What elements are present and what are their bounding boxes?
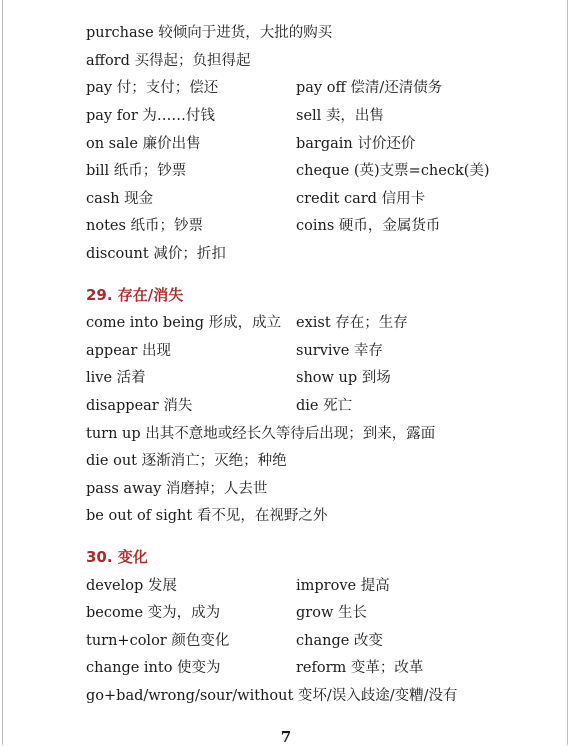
vocab-entry-left: come into being 形成，成立 [86, 315, 282, 332]
vocab-entry-right: show up 到场 [296, 370, 391, 387]
vocab-entry-right: grow 生长 [296, 605, 367, 622]
vocab-entry-left: notes 纸币；钞票 [86, 218, 204, 235]
vocab-entry-right: sell 卖，出售 [296, 108, 384, 125]
vocab-row [86, 570, 556, 598]
vocab-entry-left: live 活着 [86, 370, 146, 387]
vocab-entry-left: die out 逐渐消亡；灭绝；种绝 [86, 453, 287, 470]
page-number: 7 [280, 728, 292, 746]
vocab-entry-left: become 变为，成为 [86, 605, 221, 622]
vocab-entry-left: on sale 廉价出售 [86, 135, 201, 152]
vocab-entry-right: bargain 讨价还价 [296, 135, 416, 152]
vocab-row [86, 128, 556, 156]
vocab-row [86, 474, 556, 502]
vocab-entry-left: change into 使变为 [86, 660, 221, 677]
vocab-row [86, 46, 556, 74]
vocab-entry-left: turn up 出其不意地或经长久等待后出现；到来，露面 [86, 425, 436, 442]
vocab-row [86, 501, 556, 529]
vocab-row [86, 211, 556, 239]
vocab-row [86, 239, 556, 267]
vocab-row [86, 653, 556, 681]
section-heading: 30. 变化 [86, 547, 148, 566]
vocab-entry-right: cheque (英)支票=check(美) [296, 163, 490, 180]
vocab-entry-left: bill 纸币；钞票 [86, 163, 187, 180]
vocab-entry-right: exist 存在；生存 [296, 315, 408, 332]
vocab-row [86, 625, 556, 653]
vocab-row [86, 18, 556, 46]
vocab-entry-left: afford 买得起；负担得起 [86, 52, 251, 69]
vocab-entry-right: reform 变革；改革 [296, 660, 424, 677]
section-heading: 29. 存在/消失 [86, 285, 184, 304]
vocab-entry-right: change 改变 [296, 632, 383, 649]
vocab-row [86, 156, 556, 184]
vocab-row [86, 681, 556, 709]
vocab-entry-left: appear 出现 [86, 342, 171, 359]
vocab-entry-left: disappear 消失 [86, 398, 193, 415]
vocab-row [86, 418, 556, 446]
vocab-row [86, 336, 556, 364]
vocab-entry-right: survive 幸存 [296, 342, 383, 359]
vocab-entry-left: pay for 为……付钱 [86, 108, 215, 125]
page-border-left [2, 0, 3, 745]
vocab-entry-left: pass away 消磨掉；人去世 [86, 480, 268, 497]
vocab-row [86, 73, 556, 101]
vocab-entry-right: improve 提高 [296, 577, 390, 594]
vocab-row [86, 184, 556, 212]
vocab-entry-left: cash 现金 [86, 190, 154, 207]
vocab-entry-left: pay 付；支付；偿还 [86, 80, 219, 97]
vocab-entry-right: pay off 偿清/还清债务 [296, 80, 443, 97]
vocab-entry-left: turn+color 颜色变化 [86, 632, 230, 649]
vocab-entry-left: be out of sight 看不见，在视野之外 [86, 508, 328, 525]
vocab-row [86, 598, 556, 626]
vocab-row [86, 308, 556, 336]
page-border-right [567, 0, 568, 745]
vocab-section [86, 280, 556, 528]
vocab-entry-right: die 死亡 [296, 398, 353, 415]
vocab-section [86, 18, 556, 266]
vocab-entry-right: coins 硬币，金属货币 [296, 218, 441, 235]
vocab-entry-left: purchase 较倾向于进货，大批的购买 [86, 25, 333, 42]
vocab-entry-right: credit card 信用卡 [296, 190, 426, 207]
vocab-row [86, 363, 556, 391]
vocab-section [86, 543, 556, 709]
vocab-entry-left: develop 发展 [86, 577, 177, 594]
vocab-row [86, 391, 556, 419]
vocabulary-content [86, 18, 556, 708]
vocab-entry-left: discount 减价；折扣 [86, 246, 226, 263]
vocab-entry-left: go+bad/wrong/sour/without 变坏/误入歧途/变糟/没有 [86, 687, 458, 704]
vocab-row [86, 101, 556, 129]
vocab-row [86, 446, 556, 474]
